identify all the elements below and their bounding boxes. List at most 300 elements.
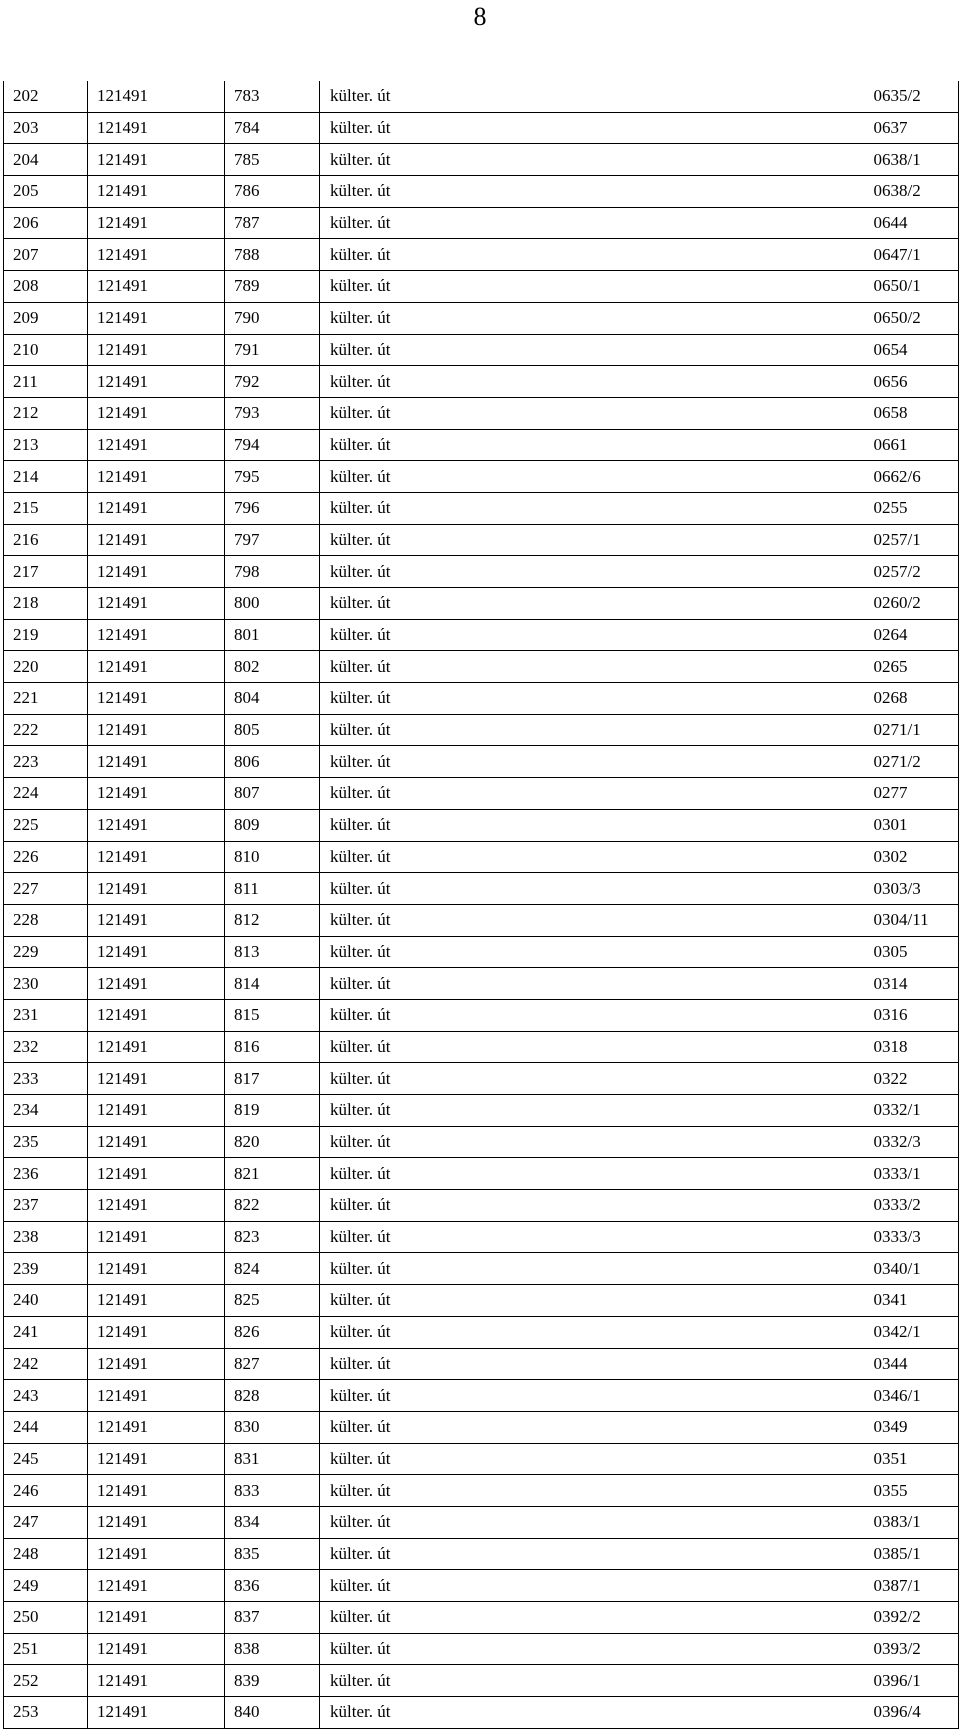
parcel-number-cell: 0355	[874, 1475, 959, 1507]
spacer-cell	[707, 968, 874, 1000]
row-number-cell: 222	[4, 714, 88, 746]
settlement-code-cell: 121491	[88, 1063, 225, 1095]
row-number-cell: 208	[4, 271, 88, 303]
parcel-number-cell: 0341	[874, 1285, 959, 1317]
settlement-code-cell: 121491	[88, 1538, 225, 1570]
row-number-cell: 232	[4, 1031, 88, 1063]
serial-number-cell: 785	[225, 144, 320, 176]
serial-number-cell: 792	[225, 366, 320, 398]
row-number-cell: 244	[4, 1411, 88, 1443]
row-number-cell: 219	[4, 619, 88, 651]
serial-number-cell: 796	[225, 492, 320, 524]
table-row	[4, 1126, 959, 1158]
parcel-number-cell: 0647/1	[874, 239, 959, 271]
table-row	[4, 397, 959, 429]
parcel-number-cell: 0264	[874, 619, 959, 651]
land-use-cell: külter. út	[320, 1221, 707, 1253]
serial-number-cell: 824	[225, 1253, 320, 1285]
spacer-cell	[707, 1380, 874, 1412]
settlement-code-cell: 121491	[88, 207, 225, 239]
serial-number-cell: 794	[225, 429, 320, 461]
parcel-number-cell: 0255	[874, 492, 959, 524]
land-use-cell: külter. út	[320, 366, 707, 398]
serial-number-cell: 811	[225, 873, 320, 905]
spacer-cell	[707, 1665, 874, 1697]
row-number-cell: 251	[4, 1633, 88, 1665]
land-use-cell: külter. út	[320, 429, 707, 461]
spacer-cell	[707, 366, 874, 398]
table-row	[4, 936, 959, 968]
table-row	[4, 1316, 959, 1348]
row-number-cell: 223	[4, 746, 88, 778]
row-number-cell: 252	[4, 1665, 88, 1697]
table-row	[4, 461, 959, 493]
land-use-cell: külter. út	[320, 1570, 707, 1602]
table-row	[4, 429, 959, 461]
spacer-cell	[707, 1697, 874, 1729]
land-use-cell: külter. út	[320, 1285, 707, 1317]
table-row	[4, 1475, 959, 1507]
settlement-code-cell: 121491	[88, 1443, 225, 1475]
parcel-number-cell: 0318	[874, 1031, 959, 1063]
table-row	[4, 746, 959, 778]
parcel-number-cell: 0661	[874, 429, 959, 461]
row-number-cell: 236	[4, 1158, 88, 1190]
land-use-cell: külter. út	[320, 1443, 707, 1475]
serial-number-cell: 795	[225, 461, 320, 493]
settlement-code-cell: 121491	[88, 112, 225, 144]
parcel-number-cell: 0654	[874, 334, 959, 366]
serial-number-cell: 820	[225, 1126, 320, 1158]
serial-number-cell: 802	[225, 651, 320, 683]
page-number: 8	[473, 2, 487, 31]
settlement-code-cell: 121491	[88, 651, 225, 683]
table-row	[4, 619, 959, 651]
land-use-cell: külter. út	[320, 397, 707, 429]
spacer-cell	[707, 1190, 874, 1222]
settlement-code-cell: 121491	[88, 1031, 225, 1063]
land-use-cell: külter. út	[320, 1126, 707, 1158]
table-row	[4, 1190, 959, 1222]
row-number-cell: 218	[4, 588, 88, 620]
land-use-cell: külter. út	[320, 968, 707, 1000]
parcel-number-cell: 0346/1	[874, 1380, 959, 1412]
parcel-number-cell: 0638/1	[874, 144, 959, 176]
settlement-code-cell: 121491	[88, 176, 225, 208]
land-use-cell: külter. út	[320, 144, 707, 176]
parcel-number-cell: 0260/2	[874, 588, 959, 620]
row-number-cell: 241	[4, 1316, 88, 1348]
serial-number-cell: 806	[225, 746, 320, 778]
table-row	[4, 1570, 959, 1602]
table-row	[4, 1031, 959, 1063]
spacer-cell	[707, 271, 874, 303]
row-number-cell: 247	[4, 1506, 88, 1538]
row-number-cell: 237	[4, 1190, 88, 1222]
parcel-number-cell: 0349	[874, 1411, 959, 1443]
parcel-number-cell: 0305	[874, 936, 959, 968]
land-use-cell: külter. út	[320, 492, 707, 524]
land-use-cell: külter. út	[320, 873, 707, 905]
table-row	[4, 1665, 959, 1697]
spacer-cell	[707, 524, 874, 556]
spacer-cell	[707, 334, 874, 366]
table-row	[4, 81, 959, 112]
row-number-cell: 210	[4, 334, 88, 366]
settlement-code-cell: 121491	[88, 588, 225, 620]
serial-number-cell: 828	[225, 1380, 320, 1412]
settlement-code-cell: 121491	[88, 144, 225, 176]
parcel-number-cell: 0332/3	[874, 1126, 959, 1158]
row-number-cell: 207	[4, 239, 88, 271]
table-row	[4, 1063, 959, 1095]
spacer-cell	[707, 1095, 874, 1127]
row-number-cell: 225	[4, 809, 88, 841]
spacer-cell	[707, 746, 874, 778]
serial-number-cell: 819	[225, 1095, 320, 1127]
spacer-cell	[707, 1411, 874, 1443]
serial-number-cell: 798	[225, 556, 320, 588]
land-use-cell: külter. út	[320, 999, 707, 1031]
row-number-cell: 235	[4, 1126, 88, 1158]
settlement-code-cell: 121491	[88, 1285, 225, 1317]
parcel-number-cell: 0301	[874, 809, 959, 841]
land-use-cell: külter. út	[320, 1190, 707, 1222]
table-row	[4, 683, 959, 715]
settlement-code-cell: 121491	[88, 714, 225, 746]
serial-number-cell: 810	[225, 841, 320, 873]
spacer-cell	[707, 207, 874, 239]
serial-number-cell: 791	[225, 334, 320, 366]
land-use-cell: külter. út	[320, 904, 707, 936]
parcel-number-cell: 0257/1	[874, 524, 959, 556]
table-row	[4, 873, 959, 905]
serial-number-cell: 801	[225, 619, 320, 651]
settlement-code-cell: 121491	[88, 461, 225, 493]
parcel-number-cell: 0644	[874, 207, 959, 239]
row-number-cell: 228	[4, 904, 88, 936]
settlement-code-cell: 121491	[88, 239, 225, 271]
settlement-code-cell: 121491	[88, 1697, 225, 1729]
land-use-cell: külter. út	[320, 1411, 707, 1443]
spacer-cell	[707, 809, 874, 841]
parcel-table-body	[4, 81, 959, 1728]
spacer-cell	[707, 588, 874, 620]
serial-number-cell: 786	[225, 176, 320, 208]
table-row	[4, 1253, 959, 1285]
table-row	[4, 1538, 959, 1570]
settlement-code-cell: 121491	[88, 1570, 225, 1602]
row-number-cell: 216	[4, 524, 88, 556]
land-use-cell: külter. út	[320, 841, 707, 873]
spacer-cell	[707, 1633, 874, 1665]
land-use-cell: külter. út	[320, 1063, 707, 1095]
serial-number-cell: 825	[225, 1285, 320, 1317]
row-number-cell: 231	[4, 999, 88, 1031]
settlement-code-cell: 121491	[88, 429, 225, 461]
land-use-cell: külter. út	[320, 1697, 707, 1729]
settlement-code-cell: 121491	[88, 302, 225, 334]
land-use-cell: külter. út	[320, 651, 707, 683]
serial-number-cell: 815	[225, 999, 320, 1031]
parcel-number-cell: 0344	[874, 1348, 959, 1380]
settlement-code-cell: 121491	[88, 334, 225, 366]
serial-number-cell: 823	[225, 1221, 320, 1253]
serial-number-cell: 793	[225, 397, 320, 429]
spacer-cell	[707, 239, 874, 271]
serial-number-cell: 812	[225, 904, 320, 936]
row-number-cell: 204	[4, 144, 88, 176]
serial-number-cell: 840	[225, 1697, 320, 1729]
row-number-cell: 230	[4, 968, 88, 1000]
table-row	[4, 524, 959, 556]
parcel-number-cell: 0333/2	[874, 1190, 959, 1222]
parcel-number-cell: 0387/1	[874, 1570, 959, 1602]
parcel-number-cell: 0271/1	[874, 714, 959, 746]
land-use-cell: külter. út	[320, 683, 707, 715]
parcel-number-cell: 0658	[874, 397, 959, 429]
settlement-code-cell: 121491	[88, 1506, 225, 1538]
land-use-cell: külter. út	[320, 1380, 707, 1412]
serial-number-cell: 834	[225, 1506, 320, 1538]
row-number-cell: 246	[4, 1475, 88, 1507]
serial-number-cell: 788	[225, 239, 320, 271]
land-use-cell: külter. út	[320, 1095, 707, 1127]
settlement-code-cell: 121491	[88, 1221, 225, 1253]
row-number-cell: 221	[4, 683, 88, 715]
row-number-cell: 211	[4, 366, 88, 398]
row-number-cell: 226	[4, 841, 88, 873]
land-use-cell: külter. út	[320, 81, 707, 112]
spacer-cell	[707, 683, 874, 715]
spacer-cell	[707, 492, 874, 524]
spacer-cell	[707, 144, 874, 176]
row-number-cell: 205	[4, 176, 88, 208]
row-number-cell: 227	[4, 873, 88, 905]
settlement-code-cell: 121491	[88, 492, 225, 524]
land-use-cell: külter. út	[320, 588, 707, 620]
serial-number-cell: 813	[225, 936, 320, 968]
land-use-cell: külter. út	[320, 1602, 707, 1634]
table-row	[4, 714, 959, 746]
serial-number-cell: 797	[225, 524, 320, 556]
settlement-code-cell: 121491	[88, 968, 225, 1000]
table-row	[4, 968, 959, 1000]
row-number-cell: 240	[4, 1285, 88, 1317]
table-row	[4, 176, 959, 208]
parcel-number-cell: 0392/2	[874, 1602, 959, 1634]
parcel-number-cell: 0277	[874, 778, 959, 810]
spacer-cell	[707, 429, 874, 461]
table-row	[4, 1697, 959, 1729]
settlement-code-cell: 121491	[88, 1633, 225, 1665]
table-row	[4, 302, 959, 334]
parcel-number-cell: 0635/2	[874, 81, 959, 112]
settlement-code-cell: 121491	[88, 556, 225, 588]
serial-number-cell: 839	[225, 1665, 320, 1697]
table-row	[4, 207, 959, 239]
table-row	[4, 1095, 959, 1127]
serial-number-cell: 789	[225, 271, 320, 303]
row-number-cell: 245	[4, 1443, 88, 1475]
land-use-cell: külter. út	[320, 271, 707, 303]
settlement-code-cell: 121491	[88, 1158, 225, 1190]
table-row	[4, 1380, 959, 1412]
serial-number-cell: 807	[225, 778, 320, 810]
parcel-number-cell: 0257/2	[874, 556, 959, 588]
parcel-number-cell: 0333/1	[874, 1158, 959, 1190]
spacer-cell	[707, 1475, 874, 1507]
parcel-number-cell: 0322	[874, 1063, 959, 1095]
spacer-cell	[707, 1348, 874, 1380]
parcel-number-cell: 0396/4	[874, 1697, 959, 1729]
table-row	[4, 778, 959, 810]
row-number-cell: 217	[4, 556, 88, 588]
spacer-cell	[707, 1538, 874, 1570]
spacer-cell	[707, 841, 874, 873]
row-number-cell: 212	[4, 397, 88, 429]
parcel-number-cell: 0637	[874, 112, 959, 144]
spacer-cell	[707, 1253, 874, 1285]
row-number-cell: 209	[4, 302, 88, 334]
serial-number-cell: 836	[225, 1570, 320, 1602]
spacer-cell	[707, 714, 874, 746]
settlement-code-cell: 121491	[88, 1316, 225, 1348]
spacer-cell	[707, 999, 874, 1031]
row-number-cell: 243	[4, 1380, 88, 1412]
row-number-cell: 238	[4, 1221, 88, 1253]
settlement-code-cell: 121491	[88, 936, 225, 968]
land-use-cell: külter. út	[320, 778, 707, 810]
settlement-code-cell: 121491	[88, 619, 225, 651]
serial-number-cell: 809	[225, 809, 320, 841]
row-number-cell: 206	[4, 207, 88, 239]
table-row	[4, 1221, 959, 1253]
table-row	[4, 904, 959, 936]
settlement-code-cell: 121491	[88, 1602, 225, 1634]
parcel-number-cell: 0351	[874, 1443, 959, 1475]
spacer-cell	[707, 1316, 874, 1348]
serial-number-cell: 783	[225, 81, 320, 112]
serial-number-cell: 816	[225, 1031, 320, 1063]
land-use-cell: külter. út	[320, 1348, 707, 1380]
settlement-code-cell: 121491	[88, 841, 225, 873]
table-row	[4, 556, 959, 588]
parcel-number-cell: 0271/2	[874, 746, 959, 778]
table-row	[4, 841, 959, 873]
table-row	[4, 1285, 959, 1317]
land-use-cell: külter. út	[320, 176, 707, 208]
table-row	[4, 366, 959, 398]
spacer-cell	[707, 1158, 874, 1190]
row-number-cell: 239	[4, 1253, 88, 1285]
spacer-cell	[707, 176, 874, 208]
land-use-cell: külter. út	[320, 239, 707, 271]
table-row	[4, 1633, 959, 1665]
serial-number-cell: 830	[225, 1411, 320, 1443]
settlement-code-cell: 121491	[88, 1380, 225, 1412]
table-row	[4, 1158, 959, 1190]
settlement-code-cell: 121491	[88, 1348, 225, 1380]
row-number-cell: 202	[4, 81, 88, 112]
table-row	[4, 271, 959, 303]
row-number-cell: 242	[4, 1348, 88, 1380]
parcel-number-cell: 0268	[874, 683, 959, 715]
spacer-cell	[707, 302, 874, 334]
parcel-table	[3, 81, 959, 1729]
table-row	[4, 492, 959, 524]
row-number-cell: 224	[4, 778, 88, 810]
spacer-cell	[707, 936, 874, 968]
land-use-cell: külter. út	[320, 207, 707, 239]
spacer-cell	[707, 873, 874, 905]
parcel-number-cell: 0265	[874, 651, 959, 683]
serial-number-cell: 837	[225, 1602, 320, 1634]
table-row	[4, 112, 959, 144]
parcel-number-cell: 0656	[874, 366, 959, 398]
spacer-cell	[707, 778, 874, 810]
spacer-cell	[707, 397, 874, 429]
settlement-code-cell: 121491	[88, 999, 225, 1031]
settlement-code-cell: 121491	[88, 904, 225, 936]
spacer-cell	[707, 1506, 874, 1538]
spacer-cell	[707, 1285, 874, 1317]
serial-number-cell: 817	[225, 1063, 320, 1095]
land-use-cell: külter. út	[320, 936, 707, 968]
land-use-cell: külter. út	[320, 1316, 707, 1348]
land-use-cell: külter. út	[320, 1665, 707, 1697]
parcel-number-cell: 0316	[874, 999, 959, 1031]
parcel-number-cell: 0314	[874, 968, 959, 1000]
settlement-code-cell: 121491	[88, 1253, 225, 1285]
table-row	[4, 999, 959, 1031]
settlement-code-cell: 121491	[88, 271, 225, 303]
table-row	[4, 1411, 959, 1443]
parcel-number-cell: 0393/2	[874, 1633, 959, 1665]
table-row	[4, 1348, 959, 1380]
spacer-cell	[707, 1221, 874, 1253]
table-row	[4, 588, 959, 620]
serial-number-cell: 784	[225, 112, 320, 144]
parcel-number-cell: 0383/1	[874, 1506, 959, 1538]
parcel-number-cell: 0650/1	[874, 271, 959, 303]
land-use-cell: külter. út	[320, 302, 707, 334]
row-number-cell: 250	[4, 1602, 88, 1634]
land-use-cell: külter. út	[320, 112, 707, 144]
spacer-cell	[707, 1063, 874, 1095]
row-number-cell: 203	[4, 112, 88, 144]
serial-number-cell: 835	[225, 1538, 320, 1570]
table-row	[4, 239, 959, 271]
serial-number-cell: 833	[225, 1475, 320, 1507]
table-row	[4, 809, 959, 841]
serial-number-cell: 826	[225, 1316, 320, 1348]
settlement-code-cell: 121491	[88, 809, 225, 841]
settlement-code-cell: 121491	[88, 778, 225, 810]
parcel-number-cell: 0385/1	[874, 1538, 959, 1570]
spacer-cell	[707, 1570, 874, 1602]
serial-number-cell: 831	[225, 1443, 320, 1475]
parcel-number-cell: 0396/1	[874, 1665, 959, 1697]
spacer-cell	[707, 461, 874, 493]
spacer-cell	[707, 1443, 874, 1475]
spacer-cell	[707, 1602, 874, 1634]
row-number-cell: 229	[4, 936, 88, 968]
settlement-code-cell: 121491	[88, 1190, 225, 1222]
serial-number-cell: 804	[225, 683, 320, 715]
parcel-number-cell: 0342/1	[874, 1316, 959, 1348]
spacer-cell	[707, 81, 874, 112]
